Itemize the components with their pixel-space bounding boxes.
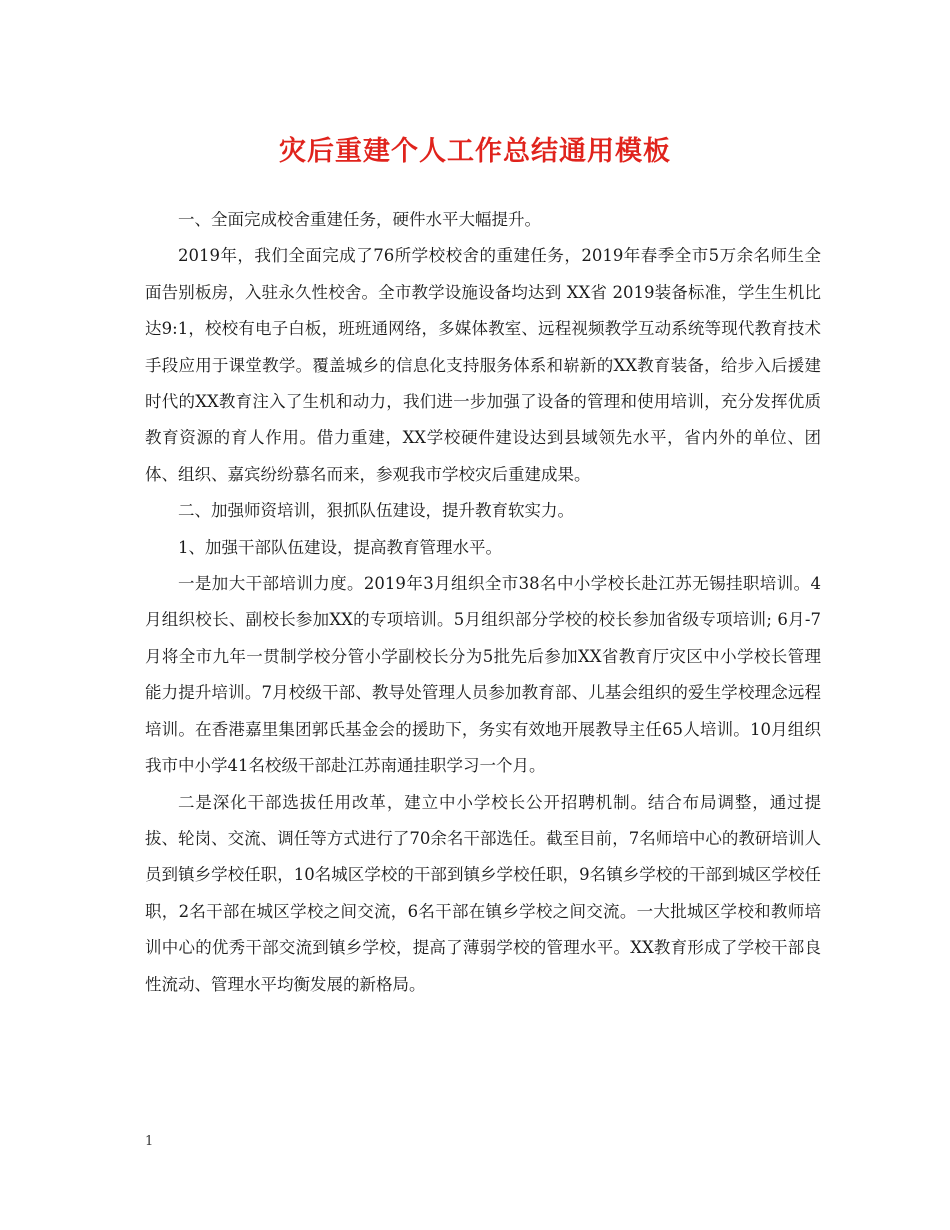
subheading-cadre-building: 1、加强干部队伍建设，提高教育管理水平。 [178, 537, 502, 557]
paragraph-cadre-training: 一是加大干部培训力度。2019年3月组织全市38名中小学校长赴江苏无锡挂职培训。4月组织校长、副校长参加XX的专项培训。5月组织部分学校的校长参加省级专项培训; 6月-7月将全市九年一贯制学校分管小学副校长分为5批先后参加XX省教育厅灾区中小学校长管理能力提升培训。7月校级干部、教导处管理人员参加教育部、儿基会组织的爱生学校理念远程培训。在香港嘉里集团郭氏基金会的援助下，务实有效地开展教导主任65人培训。10月组织我市中小学41名校级干部赴江苏南通挂职学习一个月。 [145, 574, 821, 776]
document-body [145, 202, 821, 1003]
page-number: 1 [145, 1134, 154, 1149]
document-title: 灾后重建个人工作总结通用模板 [279, 136, 671, 167]
paragraph-cadre-selection: 二是深化干部选拔任用改革，建立中小学校长公开招聘机制。结合布局调整，通过提拔、轮岗、交流、调任等方式进行了70余名干部选任。截至目前，7名师培中心的教研培训人员到镇乡学校任职，10名城区学校的干部到镇乡学校任职，9名镇乡学校的干部到城区学校任职，2名干部在城区学校之间交流，6名干部在镇乡学校之间交流。一大批城区学校和教师培训中心的优秀干部交流到镇乡学校，提高了薄弱学校的管理水平。XX教育形成了学校干部良性流动、管理水平均衡发展的新格局。 [145, 792, 821, 994]
paragraph-reconstruction: 2019年，我们全面完成了76所学校校舍的重建任务，2019年春季全市5万余名师生全面告别板房，入驻永久性校舍。全市教学设施设备均达到 XX省 2019装备标准，学生生机比达9:1，校校有电子白板，班班通网络，多媒体教室、远程视频教学互动系统等现代教育技术手段应用于课堂教学。覆盖城乡的信息化支持服务体系和崭新的XX教育装备，给步入后援建时代的XX教育注入了生机和动力，我们进一步加强了设备的管理和使用培训，充分发挥优质教育资源的育人作用。借力重建，XX学校硬件建设达到县域领先水平，省内外的单位、团体、组织、嘉宾纷纷慕名而来，参观我市学校灾后重建成果。 [145, 246, 821, 484]
section-heading-hardware: 一、全面完成校舍重建任务，硬件水平大幅提升。 [178, 210, 541, 229]
section-heading-teacher-training: 二、加强师资培训，狠抓队伍建设，提升教育软实力。 [178, 501, 574, 521]
